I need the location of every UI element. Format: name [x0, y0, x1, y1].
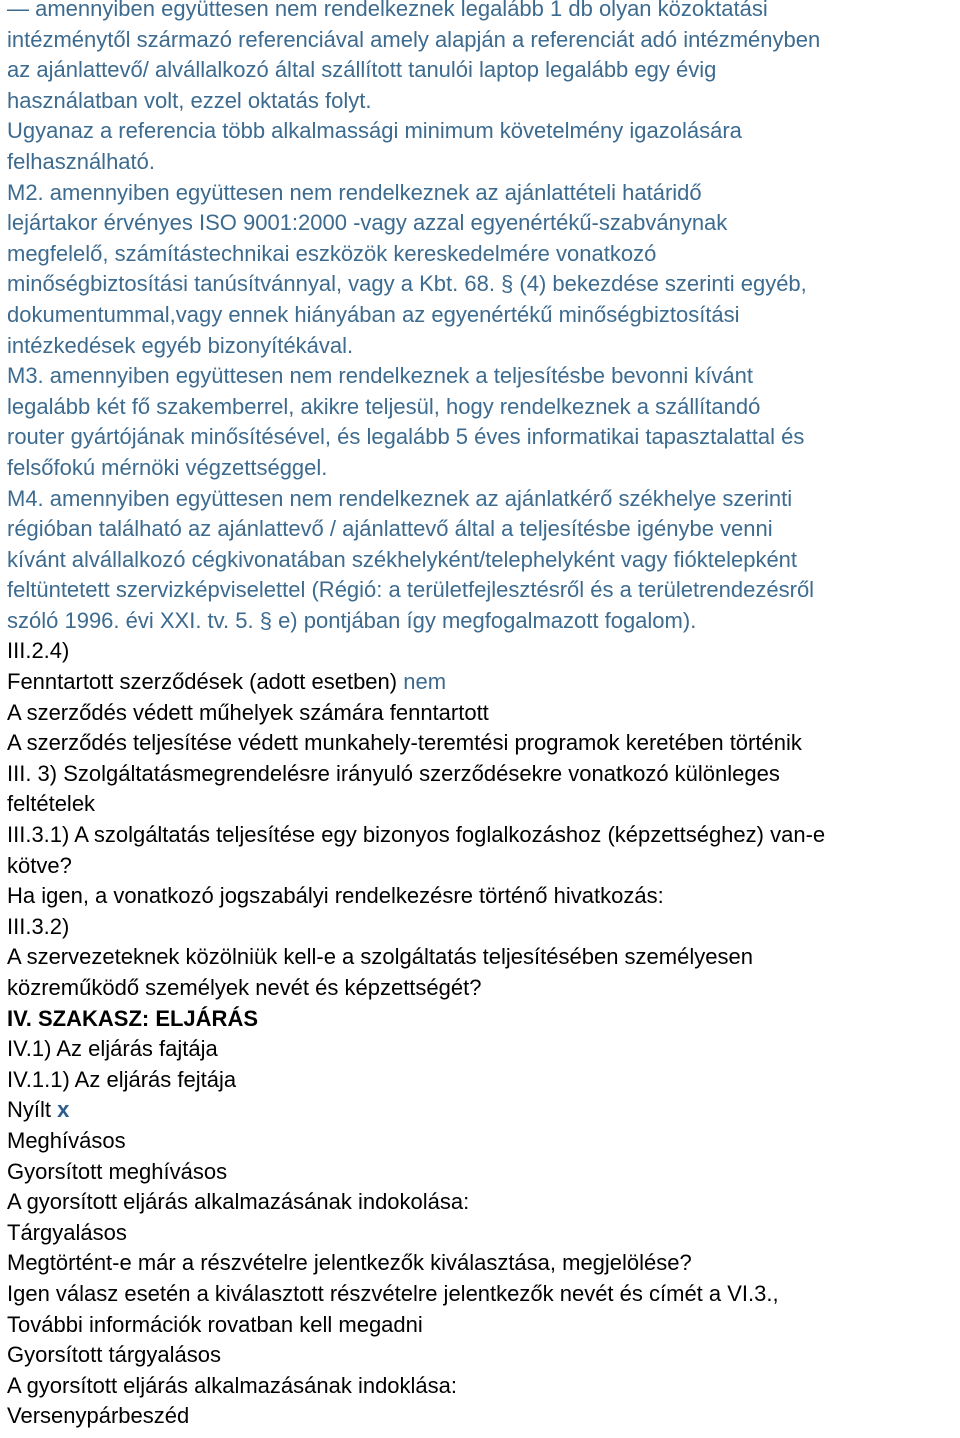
procedure-option: Versenypárbeszéd: [7, 1403, 190, 1429]
text-line: — amennyiben együttesen nem rendelkeznek legalább 1 db olyan közoktatási: [7, 0, 768, 21]
section-iv-heading: IV. SZAKASZ: ELJÁRÁS: [7, 1005, 259, 1031]
reserved-contracts-line: [7, 667, 957, 698]
procedure-option: Tárgyalásos: [7, 1219, 127, 1245]
text-line: közreműködő személyek nevét és képzettségét?: [7, 975, 482, 1000]
section-heading: IV.1) Az eljárás fajtája: [7, 1036, 218, 1062]
open-procedure-mark: x: [57, 1097, 70, 1123]
section-number: III.3.2): [7, 913, 70, 939]
text-line: M4. amennyiben együttesen nem rendelkeznek az ajánlatkérő székhelye szerinti: [7, 485, 793, 511]
text-line: A gyorsított eljárás alkalmazásának indokolása:: [7, 1189, 470, 1215]
text-line: dokumentummal,vagy ennek hiányában az egyenértékű minőségbiztosítási: [7, 301, 740, 327]
blue-conditions-block: [7, 0, 957, 636]
text-line: kötve?: [7, 852, 72, 878]
text-line: M3. amennyiben együttesen nem rendelkeznek a teljesítésbe bevonni kívánt: [7, 363, 754, 389]
text-line: A gyorsított eljárás alkalmazásának indoklása:: [7, 1372, 458, 1398]
open-procedure-line: [7, 1095, 957, 1126]
text-line: Megtörtént-e már a részvételre jelentkezők kiválasztása, megjelölése?: [7, 1250, 692, 1276]
section-number: III.2.4): [7, 638, 70, 664]
text-line: Igen válasz esetén a kiválasztott részvételre jelentkezők nevét és címét a VI.3.,: [7, 1280, 779, 1306]
section-heading: IV.1.1) Az eljárás fejtája: [7, 1066, 237, 1092]
text-line: intézménytől származó referenciával amely alapján a referenciát adó intézményben: [7, 26, 821, 52]
text-line: A szerződés teljesítése védett munkahely-teremtési programok keretében történik: [7, 730, 802, 756]
procedure-option: Gyorsított meghívásos: [7, 1158, 228, 1184]
text-line: lejártakor érvényes ISO 9001:2000 -vagy azzal egyenértékű-szabványnak: [7, 210, 728, 236]
text-line: szóló 1996. évi XXI. tv. 5. § e) pontjában így megfogalmazott fogalom).: [7, 607, 697, 633]
text-line: Ha igen, a vonatkozó jogszabályi rendelkezésre történő hivatkozás:: [7, 883, 664, 909]
text-line: minőségbiztosítási tanúsítvánnyal, vagy a Kbt. 68. § (4) bekezdése szerinti egyéb,: [7, 271, 807, 297]
text-line: az ajánlattevő/ alvállalkozó által szállított tanulói laptop legalább egy évig: [7, 57, 717, 83]
text-line: kívánt alvállalkozó cégkivonatában székhelyként/telephelyként vagy fióktelepként: [7, 546, 798, 572]
text-line: feltüntetett szervizképviselettel (Régió: a területfejlesztésről és a területrendezésről: [7, 577, 815, 603]
text-line: III.3.1) A szolgáltatás teljesítése egy bizonyos foglalkozáshoz (képzettséghez) van-e: [7, 822, 826, 848]
open-procedure-label: Nyílt: [7, 1097, 58, 1123]
text-line: használatban volt, ezzel oktatás folyt.: [7, 87, 372, 113]
text-line: A szervezeteknek közölniük kell-e a szolgáltatás teljesítésében személyesen: [7, 944, 753, 970]
text-line: További információk rovatban kell megadni: [7, 1311, 423, 1337]
text-line: A szerződés védett műhelyek számára fenntartott: [7, 699, 489, 725]
text-line: legalább két fő szakemberrel, akikre teljesül, hogy rendelkeznek a szállítandó: [7, 393, 761, 419]
section-heading: III. 3) Szolgáltatásmegrendelésre irányuló szerződésekre vonatkozó különleges: [7, 760, 780, 786]
text-line: intézkedések egyéb bizonyítékával.: [7, 332, 354, 358]
text-line: felsőfokú mérnöki végzettséggel.: [7, 454, 328, 480]
procedure-option: Meghívásos: [7, 1127, 126, 1153]
text-line: router gyártójának minősítésével, és legalább 5 éves informatikai tapasztalattal és: [7, 424, 805, 450]
text-line: M2. amennyiben együttesen nem rendelkeznek az ajánlattételi határidő: [7, 179, 702, 205]
text-line: Ugyanaz a referencia több alkalmassági minimum követelmény igazolására: [7, 118, 742, 144]
text-line: régióban található az ajánlattevő / ajánlattevő által a teljesítésbe igénybe venni: [7, 516, 773, 542]
section-heading: feltételek: [7, 791, 96, 817]
text-line: felhasználható.: [7, 148, 155, 174]
procedure-option: Gyorsított tárgyalásos: [7, 1342, 221, 1368]
document-page: [7, 0, 957, 1432]
reserved-contracts-label: Fenntartott szerződések (adott esetben): [7, 669, 404, 695]
text-line: megfelelő, számítástechnikai eszközök kereskedelmére vonatkozó: [7, 240, 657, 266]
reserved-contracts-value: nem: [403, 669, 447, 695]
